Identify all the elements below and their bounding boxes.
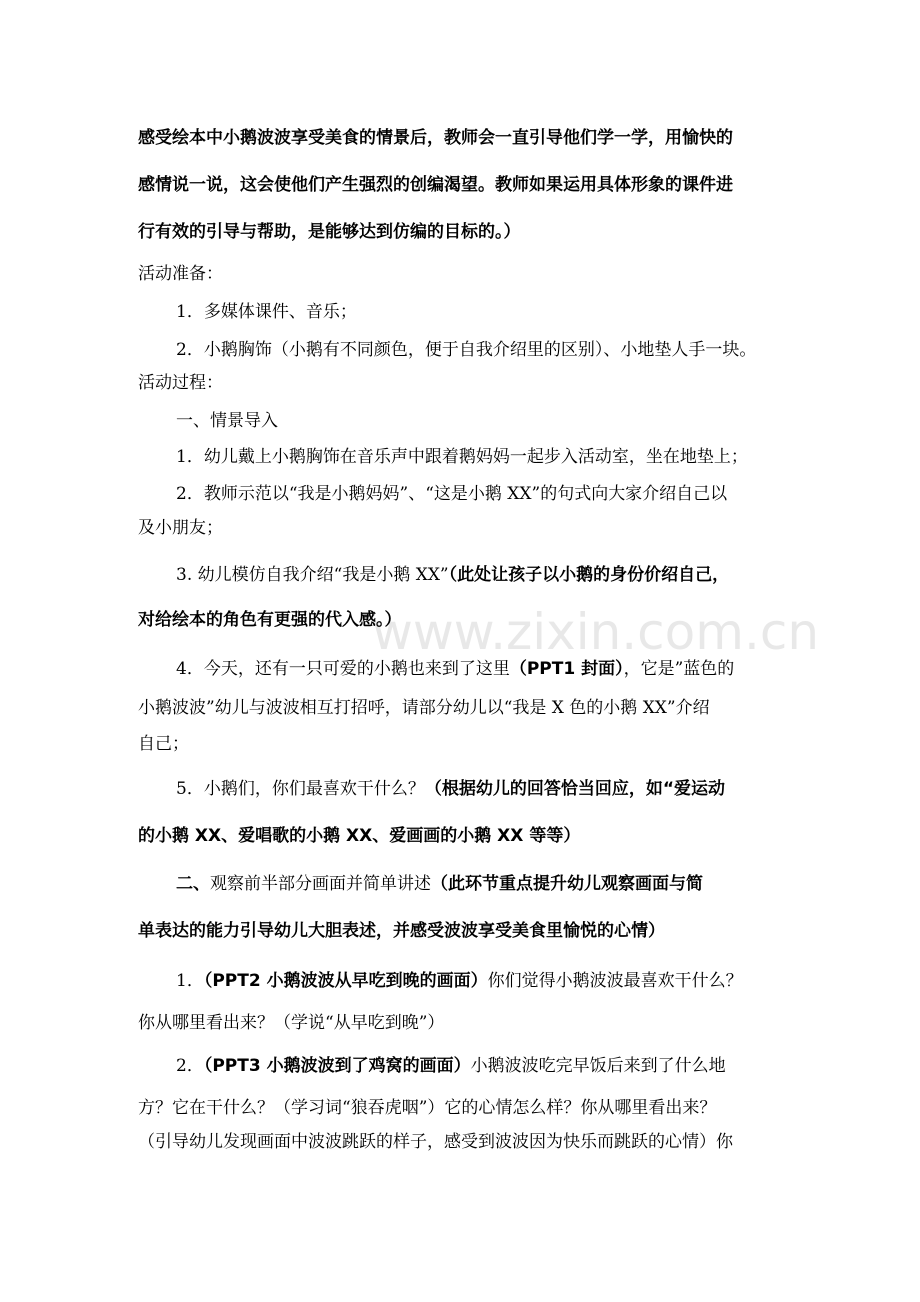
text-line: （引导幼儿发现画面中波波跳跃的样子，感受到波波因为快乐而跳跃的心情）你 <box>138 1132 733 1152</box>
text-normal: 4．今天，还有一只可爱的小鹅也来到了这里 <box>176 659 510 679</box>
list-item: 1．幼儿戴上小鹅胸饰在音乐声中跟着鹅妈妈一起步入活动室，坐在地垫上； <box>176 447 748 467</box>
text-line: 对给绘本的角色有更强的代入感。） <box>138 610 402 630</box>
list-item <box>176 778 725 800</box>
text-line: 行有效的引导与帮助，是能够达到仿编的目标的。） <box>138 222 521 242</box>
text-normal: 2． <box>176 1056 204 1076</box>
text-line: 小鹅波波”幼儿与波波相互打招呼，请部分幼儿以“我是 X 色的小鹅 XX”介绍 <box>138 698 710 718</box>
list-item <box>176 658 734 680</box>
text-normal: 3. 幼儿模仿自我介绍“我是小鹅 XX” <box>176 565 449 585</box>
list-item: 1．多媒体课件、音乐； <box>176 302 357 322</box>
text-line: 感受绘本中小鹅波波享受美食的情景后，教师会一直引导他们学一学，用愉快的 <box>138 128 733 148</box>
list-item: 2．教师示范以“我是小鹅妈妈”、“这是小鹅 XX”的句式向大家介绍自己以 <box>176 484 728 504</box>
section-heading: 活动过程： <box>138 373 223 393</box>
text-line: 方？它在干什么？（学习词“狼吞虎咽”）它的心情怎么样？你从哪里看出来？ <box>138 1098 717 1118</box>
list-item <box>176 970 743 992</box>
text-normal: 5．小鹅们，你们最喜欢干什么？ <box>176 779 425 799</box>
watermark: www.zixin.com.cn <box>372 603 820 661</box>
text-line: 的小鹅 XX、爱唱歌的小鹅 XX、爱画画的小鹅 XX 等等） <box>138 826 581 846</box>
subsection-heading: 一、情景导入 <box>176 411 278 431</box>
text-line: 及小朋友； <box>138 518 223 538</box>
text-bold: （此处让孩子以小鹅的身份价绍自己， <box>448 565 730 585</box>
text-line: 自己； <box>138 734 189 754</box>
list-item: 2．小鹅胸饰（小鹅有不同颜色，便于自我介绍里的区别）、小地垫人手一块。 <box>176 340 757 360</box>
text-normal: ，它是”蓝色的 <box>623 659 735 679</box>
text-bold: （PPT1 封面） <box>509 659 624 679</box>
section-heading: 活动准备： <box>138 264 223 284</box>
text-bold: （此环节重点提升幼儿观察画面与简 <box>431 874 703 894</box>
text-normal: 观察前半部分画面并简单讲述 <box>210 874 431 894</box>
subsection-heading <box>176 873 703 895</box>
text-bold: （PPT2 小鹅波波从早吃到晚的画面） <box>203 971 488 991</box>
text-bold: （PPT3 小鹅波波到了鸡窝的画面） <box>203 1056 471 1076</box>
text-bold: 二、 <box>176 874 210 894</box>
list-item <box>176 564 729 586</box>
text-normal: 小鹅波波吃完早饭后来到了什么地 <box>470 1056 726 1076</box>
text-normal: 1． <box>176 971 204 991</box>
list-item <box>176 1055 726 1077</box>
text-normal: 你们觉得小鹅波波最喜欢干什么？ <box>487 971 743 991</box>
text-line: 单表达的能力引导幼儿大胆表述，并感受波波享受美食里愉悦的心情） <box>138 921 665 941</box>
text-line: 你从哪里看出来？（学说“从早吃到晚”） <box>138 1013 445 1033</box>
text-bold: （根据幼儿的回答恰当回应，如“爱运动 <box>424 779 726 799</box>
text-line: 感情说一说，这会使他们产生强烈的创编渴望。教师如果运用具体形象的课件进 <box>138 175 733 195</box>
